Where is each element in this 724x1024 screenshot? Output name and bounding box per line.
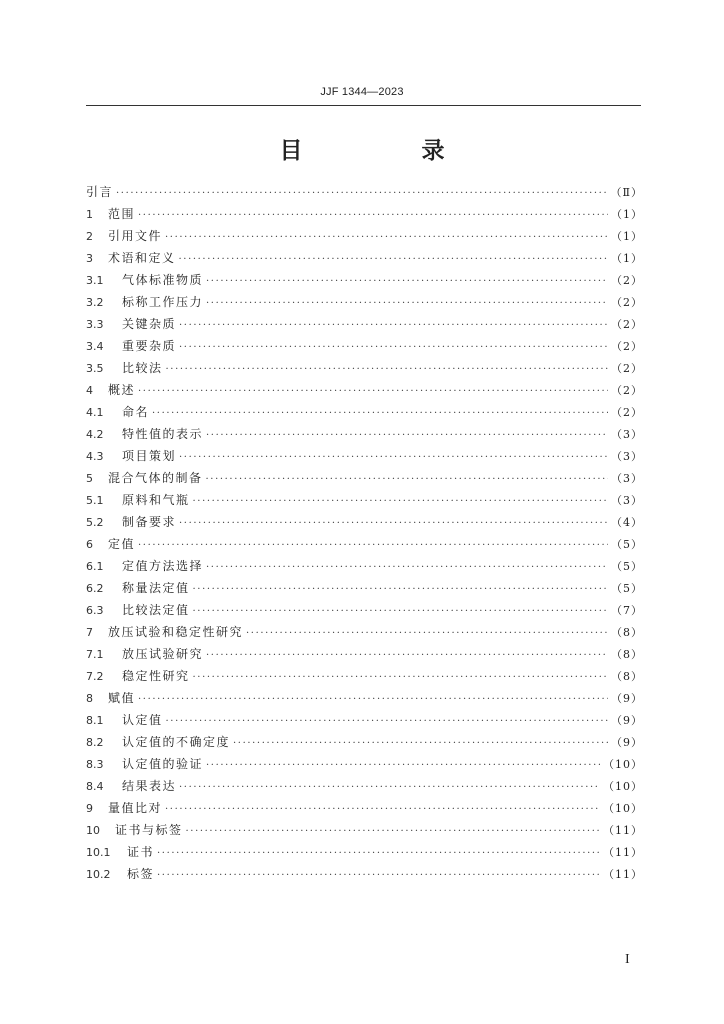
toc-entry-title: 证书与标签 <box>115 823 183 837</box>
toc-dot-leader <box>206 469 608 491</box>
header-rule <box>86 105 641 106</box>
toc-entry-number: 3.1 <box>86 274 104 287</box>
toc-entry[interactable] <box>86 247 643 269</box>
table-of-contents <box>86 181 643 885</box>
toc-entry[interactable] <box>86 775 643 797</box>
toc-entry-title: 引言 <box>86 185 114 199</box>
toc-entry-page: （3） <box>611 450 643 463</box>
toc-entry-title: 结果表达 <box>122 779 177 793</box>
toc-entry-page: （10） <box>603 780 643 793</box>
toc-entry-page: （7） <box>611 604 643 617</box>
toc-entry-page: （1） <box>611 252 643 265</box>
toc-entry[interactable] <box>86 753 643 775</box>
toc-entry-number: 6.3 <box>86 604 104 617</box>
toc-entry[interactable] <box>86 489 643 511</box>
toc-entry-number: 7 <box>86 626 93 639</box>
toc-entry[interactable] <box>86 225 643 247</box>
toc-entry-page: （3） <box>611 472 643 485</box>
toc-entry-page: （1） <box>611 208 643 221</box>
toc-entry-number: 10 <box>86 824 100 837</box>
toc-entry-number: 6 <box>86 538 93 551</box>
toc-entry-title: 称量法定值 <box>122 581 190 595</box>
toc-entry-number: 8.3 <box>86 758 104 771</box>
toc-entry-number: 9 <box>86 802 93 815</box>
toc-entry-page: （9） <box>611 736 643 749</box>
toc-entry-page: （10） <box>603 758 643 771</box>
toc-entry-title: 赋值 <box>108 691 136 705</box>
toc-entry-title: 比较法定值 <box>122 603 190 617</box>
toc-entry[interactable] <box>86 269 643 291</box>
toc-entry-page: （11） <box>603 868 643 881</box>
toc-dot-leader <box>193 667 608 689</box>
toc-entry-title: 量值比对 <box>108 801 163 815</box>
toc-entry-number: 4.3 <box>86 450 104 463</box>
toc-entry-number: 3 <box>86 252 93 265</box>
toc-entry-page: （1） <box>611 230 643 243</box>
toc-dot-leader <box>206 557 608 579</box>
toc-entry-title: 范围 <box>108 207 136 221</box>
toc-entry-page: （2） <box>611 274 643 287</box>
toc-entry[interactable] <box>86 599 643 621</box>
toc-entry[interactable] <box>86 665 643 687</box>
toc-dot-leader <box>193 491 608 513</box>
toc-entry[interactable] <box>86 511 643 533</box>
toc-entry[interactable] <box>86 687 643 709</box>
toc-entry-number: 3.5 <box>86 362 104 375</box>
toc-entry-number: 2 <box>86 230 93 243</box>
toc-entry-title: 原料和气瓶 <box>122 493 190 507</box>
toc-entry-page: （2） <box>611 362 643 375</box>
toc-entry[interactable] <box>86 643 643 665</box>
toc-dot-leader <box>138 205 608 227</box>
toc-dot-leader <box>138 381 608 403</box>
toc-entry-title: 标称工作压力 <box>122 295 204 309</box>
toc-entry-title: 术语和定义 <box>108 251 176 265</box>
toc-entry-page: （10） <box>603 802 643 815</box>
toc-entry-number: 10.2 <box>86 868 111 881</box>
toc-entry-page: （2） <box>611 406 643 419</box>
toc-dot-leader <box>206 293 608 315</box>
toc-entry-number: 5.2 <box>86 516 104 529</box>
toc-entry-title: 证书 <box>127 845 155 859</box>
toc-dot-leader <box>179 249 608 271</box>
toc-entry[interactable] <box>86 445 643 467</box>
toc-entry-number: 4.2 <box>86 428 104 441</box>
toc-entry-title: 放压试验和稳定性研究 <box>108 625 244 639</box>
toc-entry-title: 标签 <box>127 867 155 881</box>
toc-entry-number: 8.1 <box>86 714 104 727</box>
toc-entry-number: 6.1 <box>86 560 104 573</box>
toc-entry-title: 引用文件 <box>108 229 163 243</box>
toc-entry[interactable] <box>86 335 643 357</box>
toc-entry-page: （3） <box>611 494 643 507</box>
toc-entry-number: 4 <box>86 384 93 397</box>
toc-entry-number: 8 <box>86 692 93 705</box>
toc-dot-leader <box>206 425 608 447</box>
toc-entry-page: （2） <box>611 384 643 397</box>
toc-dot-leader <box>206 645 608 667</box>
toc-entry[interactable] <box>86 841 643 863</box>
toc-entry-title: 命名 <box>122 405 150 419</box>
toc-entry[interactable] <box>86 819 643 841</box>
toc-dot-leader <box>166 711 608 733</box>
toc-dot-leader <box>179 315 608 337</box>
toc-entry-page: （5） <box>611 538 643 551</box>
toc-entry[interactable] <box>86 709 643 731</box>
toc-dot-leader <box>179 777 600 799</box>
toc-entry[interactable] <box>86 863 643 885</box>
toc-entry[interactable] <box>86 731 643 753</box>
toc-dot-leader <box>152 403 608 425</box>
toc-dot-leader <box>233 733 608 755</box>
toc-entry-page: （8） <box>611 648 643 661</box>
toc-entry-title: 制备要求 <box>122 515 177 529</box>
toc-entry-title: 定值方法选择 <box>122 559 204 573</box>
toc-dot-leader <box>193 601 608 623</box>
toc-entry-number: 3.2 <box>86 296 104 309</box>
page-title: 目 录 <box>279 138 493 164</box>
toc-entry-page: （2） <box>611 296 643 309</box>
toc-entry[interactable] <box>86 577 643 599</box>
toc-entry-title: 比较法 <box>122 361 163 375</box>
toc-dot-leader <box>165 227 608 249</box>
toc-entry[interactable] <box>86 555 643 577</box>
toc-dot-leader <box>157 865 600 887</box>
toc-dot-leader <box>165 799 600 821</box>
toc-dot-leader <box>193 579 608 601</box>
toc-entry-title: 认定值的不确定度 <box>122 735 231 749</box>
toc-entry[interactable] <box>86 533 643 555</box>
toc-entry-page: （4） <box>611 516 643 529</box>
toc-entry-number: 10.1 <box>86 846 111 859</box>
toc-entry-title: 关键杂质 <box>122 317 177 331</box>
toc-entry-page: （8） <box>611 626 643 639</box>
toc-entry-title: 定值 <box>108 537 136 551</box>
toc-dot-leader <box>206 755 600 777</box>
toc-entry-number: 5.1 <box>86 494 104 507</box>
toc-dot-leader <box>116 183 608 205</box>
toc-dot-leader <box>138 689 608 711</box>
toc-entry-number: 6.2 <box>86 582 104 595</box>
toc-entry-page: （11） <box>603 846 643 859</box>
toc-entry-title: 气体标准物质 <box>122 273 204 287</box>
toc-entry-number: 1 <box>86 208 93 221</box>
toc-dot-leader <box>179 513 608 535</box>
toc-entry-number: 5 <box>86 472 93 485</box>
toc-entry[interactable] <box>86 401 643 423</box>
toc-entry-number: 3.3 <box>86 318 104 331</box>
toc-entry-page: （8） <box>611 670 643 683</box>
toc-entry-page: （2） <box>611 318 643 331</box>
toc-entry-number: 3.4 <box>86 340 104 353</box>
toc-entry[interactable] <box>86 797 643 819</box>
toc-entry-title: 混合气体的制备 <box>108 471 203 485</box>
toc-entry-page: （5） <box>611 582 643 595</box>
toc-dot-leader <box>206 271 608 293</box>
toc-dot-leader <box>166 359 608 381</box>
toc-entry-number: 8.4 <box>86 780 104 793</box>
toc-entry-number: 7.1 <box>86 648 104 661</box>
toc-entry-title: 认定值 <box>122 713 163 727</box>
toc-entry-title: 稳定性研究 <box>122 669 190 683</box>
toc-entry[interactable] <box>86 621 643 643</box>
toc-entry-page: （11） <box>603 824 643 837</box>
toc-entry-number: 8.2 <box>86 736 104 749</box>
toc-entry[interactable] <box>86 357 643 379</box>
toc-entry-page: （3） <box>611 428 643 441</box>
toc-dot-leader <box>179 447 608 469</box>
toc-entry-page: （9） <box>611 692 643 705</box>
toc-entry[interactable] <box>86 291 643 313</box>
toc-dot-leader <box>157 843 600 865</box>
toc-entry-title: 特性值的表示 <box>122 427 204 441</box>
toc-entry-title: 放压试验研究 <box>122 647 204 661</box>
toc-entry[interactable] <box>86 379 643 401</box>
toc-dot-leader <box>186 821 600 843</box>
toc-entry-title: 重要杂质 <box>122 339 177 353</box>
toc-entry-number: 4.1 <box>86 406 104 419</box>
toc-entry-page: （2） <box>611 340 643 353</box>
toc-entry[interactable] <box>86 313 643 335</box>
toc-entry-page: （9） <box>611 714 643 727</box>
running-header: JJF 1344—2023 <box>320 86 404 98</box>
toc-entry[interactable] <box>86 467 643 489</box>
toc-entry[interactable] <box>86 181 643 203</box>
toc-entry[interactable] <box>86 423 643 445</box>
toc-entry[interactable] <box>86 203 643 225</box>
toc-entry-number: 7.2 <box>86 670 104 683</box>
toc-dot-leader <box>179 337 608 359</box>
toc-dot-leader <box>138 535 608 557</box>
toc-entry-title: 认定值的验证 <box>122 757 204 771</box>
page-number: I <box>625 952 630 967</box>
toc-entry-title: 项目策划 <box>122 449 177 463</box>
toc-entry-title: 概述 <box>108 383 136 397</box>
toc-dot-leader <box>246 623 608 645</box>
toc-entry-page: （5） <box>611 560 643 573</box>
toc-entry-page: （Ⅱ） <box>610 186 643 199</box>
